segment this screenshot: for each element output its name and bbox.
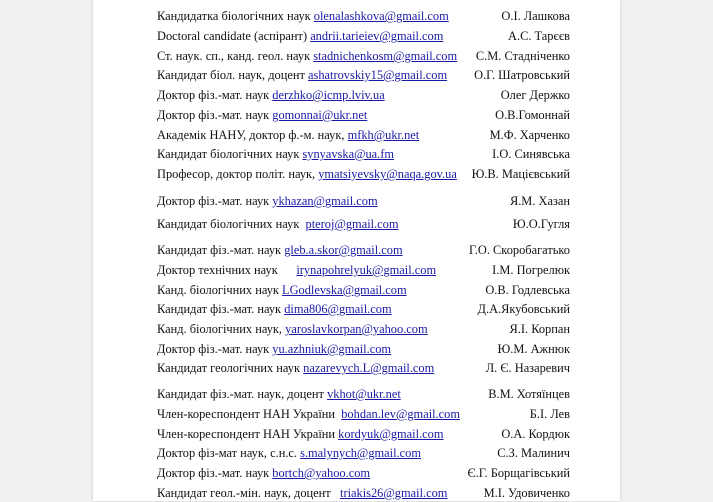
signatory-email-link[interactable]: gomonnai@ukr.net bbox=[272, 108, 368, 122]
signatory-email-link[interactable]: yu.azhniuk@gmail.com bbox=[272, 342, 392, 356]
signatory-name: І.М. Погрелюк bbox=[492, 263, 570, 277]
signatory-title: Канд. біологічних наук bbox=[157, 283, 283, 297]
signatory-email-link[interactable]: s.malynych@gmail.com bbox=[300, 446, 421, 460]
signatory-name: Ю.В. Мацієвський bbox=[471, 167, 570, 181]
signatory-email-link[interactable]: yaroslavkorpan@yahoo.com bbox=[285, 322, 428, 336]
signatory-title: Професор, доктор політ. наук, bbox=[157, 167, 319, 181]
signatory-name: Ю.М. Ажнюк bbox=[497, 342, 570, 356]
signatory-row bbox=[157, 126, 570, 144]
signatory-name: О.В. Годлевська bbox=[485, 283, 570, 297]
signatory-name: О.В.Гомоннай bbox=[495, 108, 570, 122]
signatory-title: Кандидат геол.-мін. наук, доцент bbox=[157, 486, 341, 500]
signatory-title: Кандидат фіз.-мат. наук, доцент bbox=[157, 387, 328, 401]
signatory-row bbox=[157, 7, 570, 25]
signatory-name: С.М. Стадніченко bbox=[475, 49, 570, 63]
signatory-email-link[interactable]: bortch@yahoo.com bbox=[272, 466, 371, 480]
signatory-name: М.І. Удовиченко bbox=[483, 486, 570, 500]
signatory-row bbox=[157, 66, 570, 84]
signatory-name: Б.І. Лев bbox=[529, 407, 570, 421]
signatory-email-link[interactable]: gleb.a.skor@gmail.com bbox=[284, 243, 403, 257]
signatory-title: Кандидатка біологічних наук bbox=[157, 9, 314, 23]
signatory-name: О.І. Лашкова bbox=[501, 9, 570, 23]
signatory-row bbox=[157, 281, 570, 299]
signatory-row bbox=[157, 385, 570, 403]
signatory-title: Доктор фіз-мат наук, с.н.с. bbox=[157, 446, 301, 460]
signatory-title: Кандидат біологічних наук bbox=[157, 217, 306, 231]
signatory-row bbox=[157, 425, 570, 443]
signatory-name: О.Г. Шатровський bbox=[474, 68, 570, 82]
signatory-name: Я.І. Корпан bbox=[509, 322, 570, 336]
signatory-name: Д.А.Якубовський bbox=[477, 302, 570, 316]
signatory-name: Л. Є. Назаревич bbox=[485, 361, 570, 375]
signatory-row bbox=[157, 145, 570, 163]
signatory-title: Кандидат фіз.-мат. наук bbox=[157, 302, 285, 316]
signatory-email-link[interactable]: mfkh@ukr.net bbox=[347, 128, 420, 142]
signatory-title: Doctoral candidate (аспірант) bbox=[157, 29, 311, 43]
signatory-row bbox=[157, 464, 570, 482]
signatory-title: Член-кореспондент НАН України bbox=[157, 427, 339, 441]
signatory-name: О.А. Кордюк bbox=[501, 427, 570, 441]
signatory-email-link[interactable]: stadnichenkosm@gmail.com bbox=[313, 49, 458, 63]
signatory-row bbox=[157, 86, 570, 104]
signatory-email-link[interactable]: nazarevych.L@gmail.com bbox=[303, 361, 435, 375]
signatory-email-link[interactable]: ymatsiyevsky@naqa.gov.ua bbox=[318, 167, 457, 181]
signatory-name: Я.М. Хазан bbox=[509, 194, 570, 208]
signatory-title: Доктор фіз.-мат. наук bbox=[157, 342, 273, 356]
signatory-row bbox=[157, 444, 570, 462]
signatory-email-link[interactable]: olenalashkova@gmail.com bbox=[313, 9, 449, 23]
signatory-row bbox=[157, 47, 570, 65]
signatory-name: А.С. Тарєєв bbox=[508, 29, 570, 43]
signatory-row bbox=[157, 300, 570, 318]
signatory-title: Доктор фіз.-мат. наук bbox=[157, 108, 273, 122]
signatory-title: Доктор фіз.-мат. наук bbox=[157, 194, 273, 208]
signatory-email-link[interactable]: dima806@gmail.com bbox=[284, 302, 392, 316]
signatory-name: Г.О. Скоробагатько bbox=[469, 243, 570, 257]
signatory-email-link[interactable]: LGodlevska@gmail.com bbox=[282, 283, 407, 297]
signatory-name: В.М. Хотяїнцев bbox=[488, 387, 570, 401]
signatory-row bbox=[157, 165, 570, 183]
signatory-name: Олег Держко bbox=[500, 88, 570, 102]
signatory-title: Кандидат фіз.-мат. наук bbox=[157, 243, 285, 257]
signatory-title: Доктор фіз.-мат. наук bbox=[157, 466, 273, 480]
signatory-email-link[interactable]: ashatrovskiy15@gmail.com bbox=[308, 68, 448, 82]
signatory-name: М.Ф. Харченко bbox=[489, 128, 570, 142]
signatory-email-link[interactable]: pteroj@gmail.com bbox=[305, 217, 399, 231]
signatory-title: Кандидат біол. наук, доцент bbox=[157, 68, 309, 82]
signatory-row bbox=[157, 261, 570, 279]
signatory-email-link[interactable]: derzhko@icmp.lviv.ua bbox=[272, 88, 385, 102]
signatory-title: Доктор технічних наук bbox=[157, 263, 297, 277]
signatory-email-link[interactable]: vkhot@ukr.net bbox=[327, 387, 401, 401]
signatory-title: Канд. біологічних наук, bbox=[157, 322, 286, 336]
signatory-title: Кандидат геологічних наук bbox=[157, 361, 304, 375]
signatory-row bbox=[157, 27, 570, 45]
signatory-name: Ю.О.Гугля bbox=[512, 217, 570, 231]
signatory-email-link[interactable]: triakis26@gmail.com bbox=[340, 486, 448, 500]
signatory-row bbox=[157, 106, 570, 124]
signatory-email-link[interactable]: kordyuk@gmail.com bbox=[338, 427, 444, 441]
signatory-row bbox=[157, 359, 570, 377]
signatory-name: І.О. Синявська bbox=[492, 147, 570, 161]
signatory-row bbox=[157, 405, 570, 423]
signatory-row bbox=[157, 215, 570, 233]
signatory-email-link[interactable]: bohdan.lev@gmail.com bbox=[341, 407, 461, 421]
signatory-row bbox=[157, 484, 570, 502]
signatory-row bbox=[157, 340, 570, 358]
signatory-email-link[interactable]: synyavska@ua.fm bbox=[302, 147, 395, 161]
signatory-name: С.З. Малинич bbox=[497, 446, 570, 460]
signatory-row bbox=[157, 192, 570, 210]
signatory-name: Є.Г. Борщагівський bbox=[467, 466, 570, 480]
signatory-title: Ст. наук. сп., канд. геол. наук bbox=[157, 49, 314, 63]
signatory-title: Член-кореспондент НАН України bbox=[157, 407, 342, 421]
signatory-row bbox=[157, 320, 570, 338]
signatory-row bbox=[157, 241, 570, 259]
signatory-title: Доктор фіз.-мат. наук bbox=[157, 88, 273, 102]
signatory-email-link[interactable]: andrii.tarieiev@gmail.com bbox=[310, 29, 444, 43]
signatory-email-link[interactable]: ykhazan@gmail.com bbox=[272, 194, 378, 208]
signatory-email-link[interactable]: irynapohrelyuk@gmail.com bbox=[296, 263, 437, 277]
signatory-title: Академік НАНУ, доктор ф.-м. наук, bbox=[157, 128, 348, 142]
signatory-title: Кандидат біологічних наук bbox=[157, 147, 303, 161]
